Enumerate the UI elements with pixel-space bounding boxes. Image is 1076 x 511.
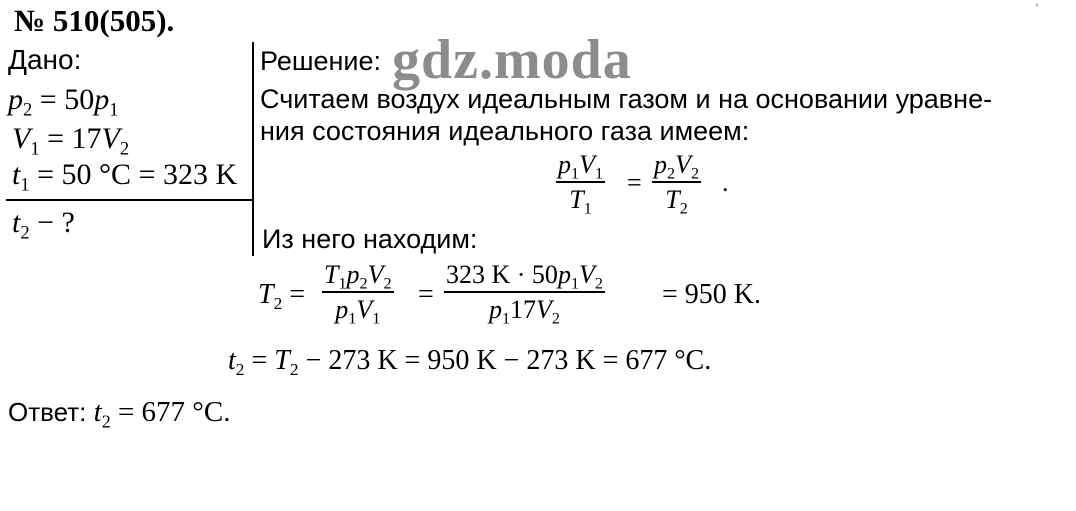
t2-label: $T_2$ = xyxy=(258,279,306,314)
solution-line-1: Считаем воздух идеальным газом и на основании уравне- xyxy=(260,84,993,114)
ideal-gas-period: . xyxy=(722,168,729,197)
given-temperature: $t_1 = 50$ °C = 323 K xyxy=(12,158,238,196)
given-unknown: $t_2$ − ? xyxy=(12,206,75,244)
given-divider xyxy=(6,199,252,201)
answer-line: Ответ: $t_2 = 677$ °C. xyxy=(8,396,231,432)
given-volume: $V_1 = 17V_2$ xyxy=(12,122,130,160)
given-separator xyxy=(252,42,254,256)
solution-line-2: ния состояния идеального газа имеем: xyxy=(260,116,750,146)
t2-equals-1: = xyxy=(418,279,434,310)
given-pressure: $p_2 = 50p_1$ xyxy=(8,83,119,121)
given-heading: Дано: xyxy=(8,44,82,75)
ideal-gas-lhs: $p_1V_1$ $T_1$ xyxy=(558,150,604,218)
ideal-gas-equals: = xyxy=(627,168,642,197)
corner-mark: ˈ xyxy=(1034,0,1040,20)
ideal-gas-rhs: $p_2V_2$ $T_2$ xyxy=(654,150,700,218)
solution-line-3: Из него находим: xyxy=(262,224,478,254)
t2-celsius-line: $t_2 = T_2 - 273$ K = 950 K − 273 K = 677 °C. xyxy=(228,345,712,380)
solution-heading: Решение: xyxy=(260,46,382,76)
t2-fraction-numeric: 323 $K \cdot 50p_1V_2$ $p_117V_2$ xyxy=(446,260,603,328)
watermark: gdz.moda xyxy=(392,29,632,91)
t2-result: = 950 K. xyxy=(662,279,762,310)
t2-fraction-symbolic: $T_1p_2V_2$ $p_1V_1$ xyxy=(324,260,392,328)
problem-number: № 510(505). xyxy=(14,3,175,38)
